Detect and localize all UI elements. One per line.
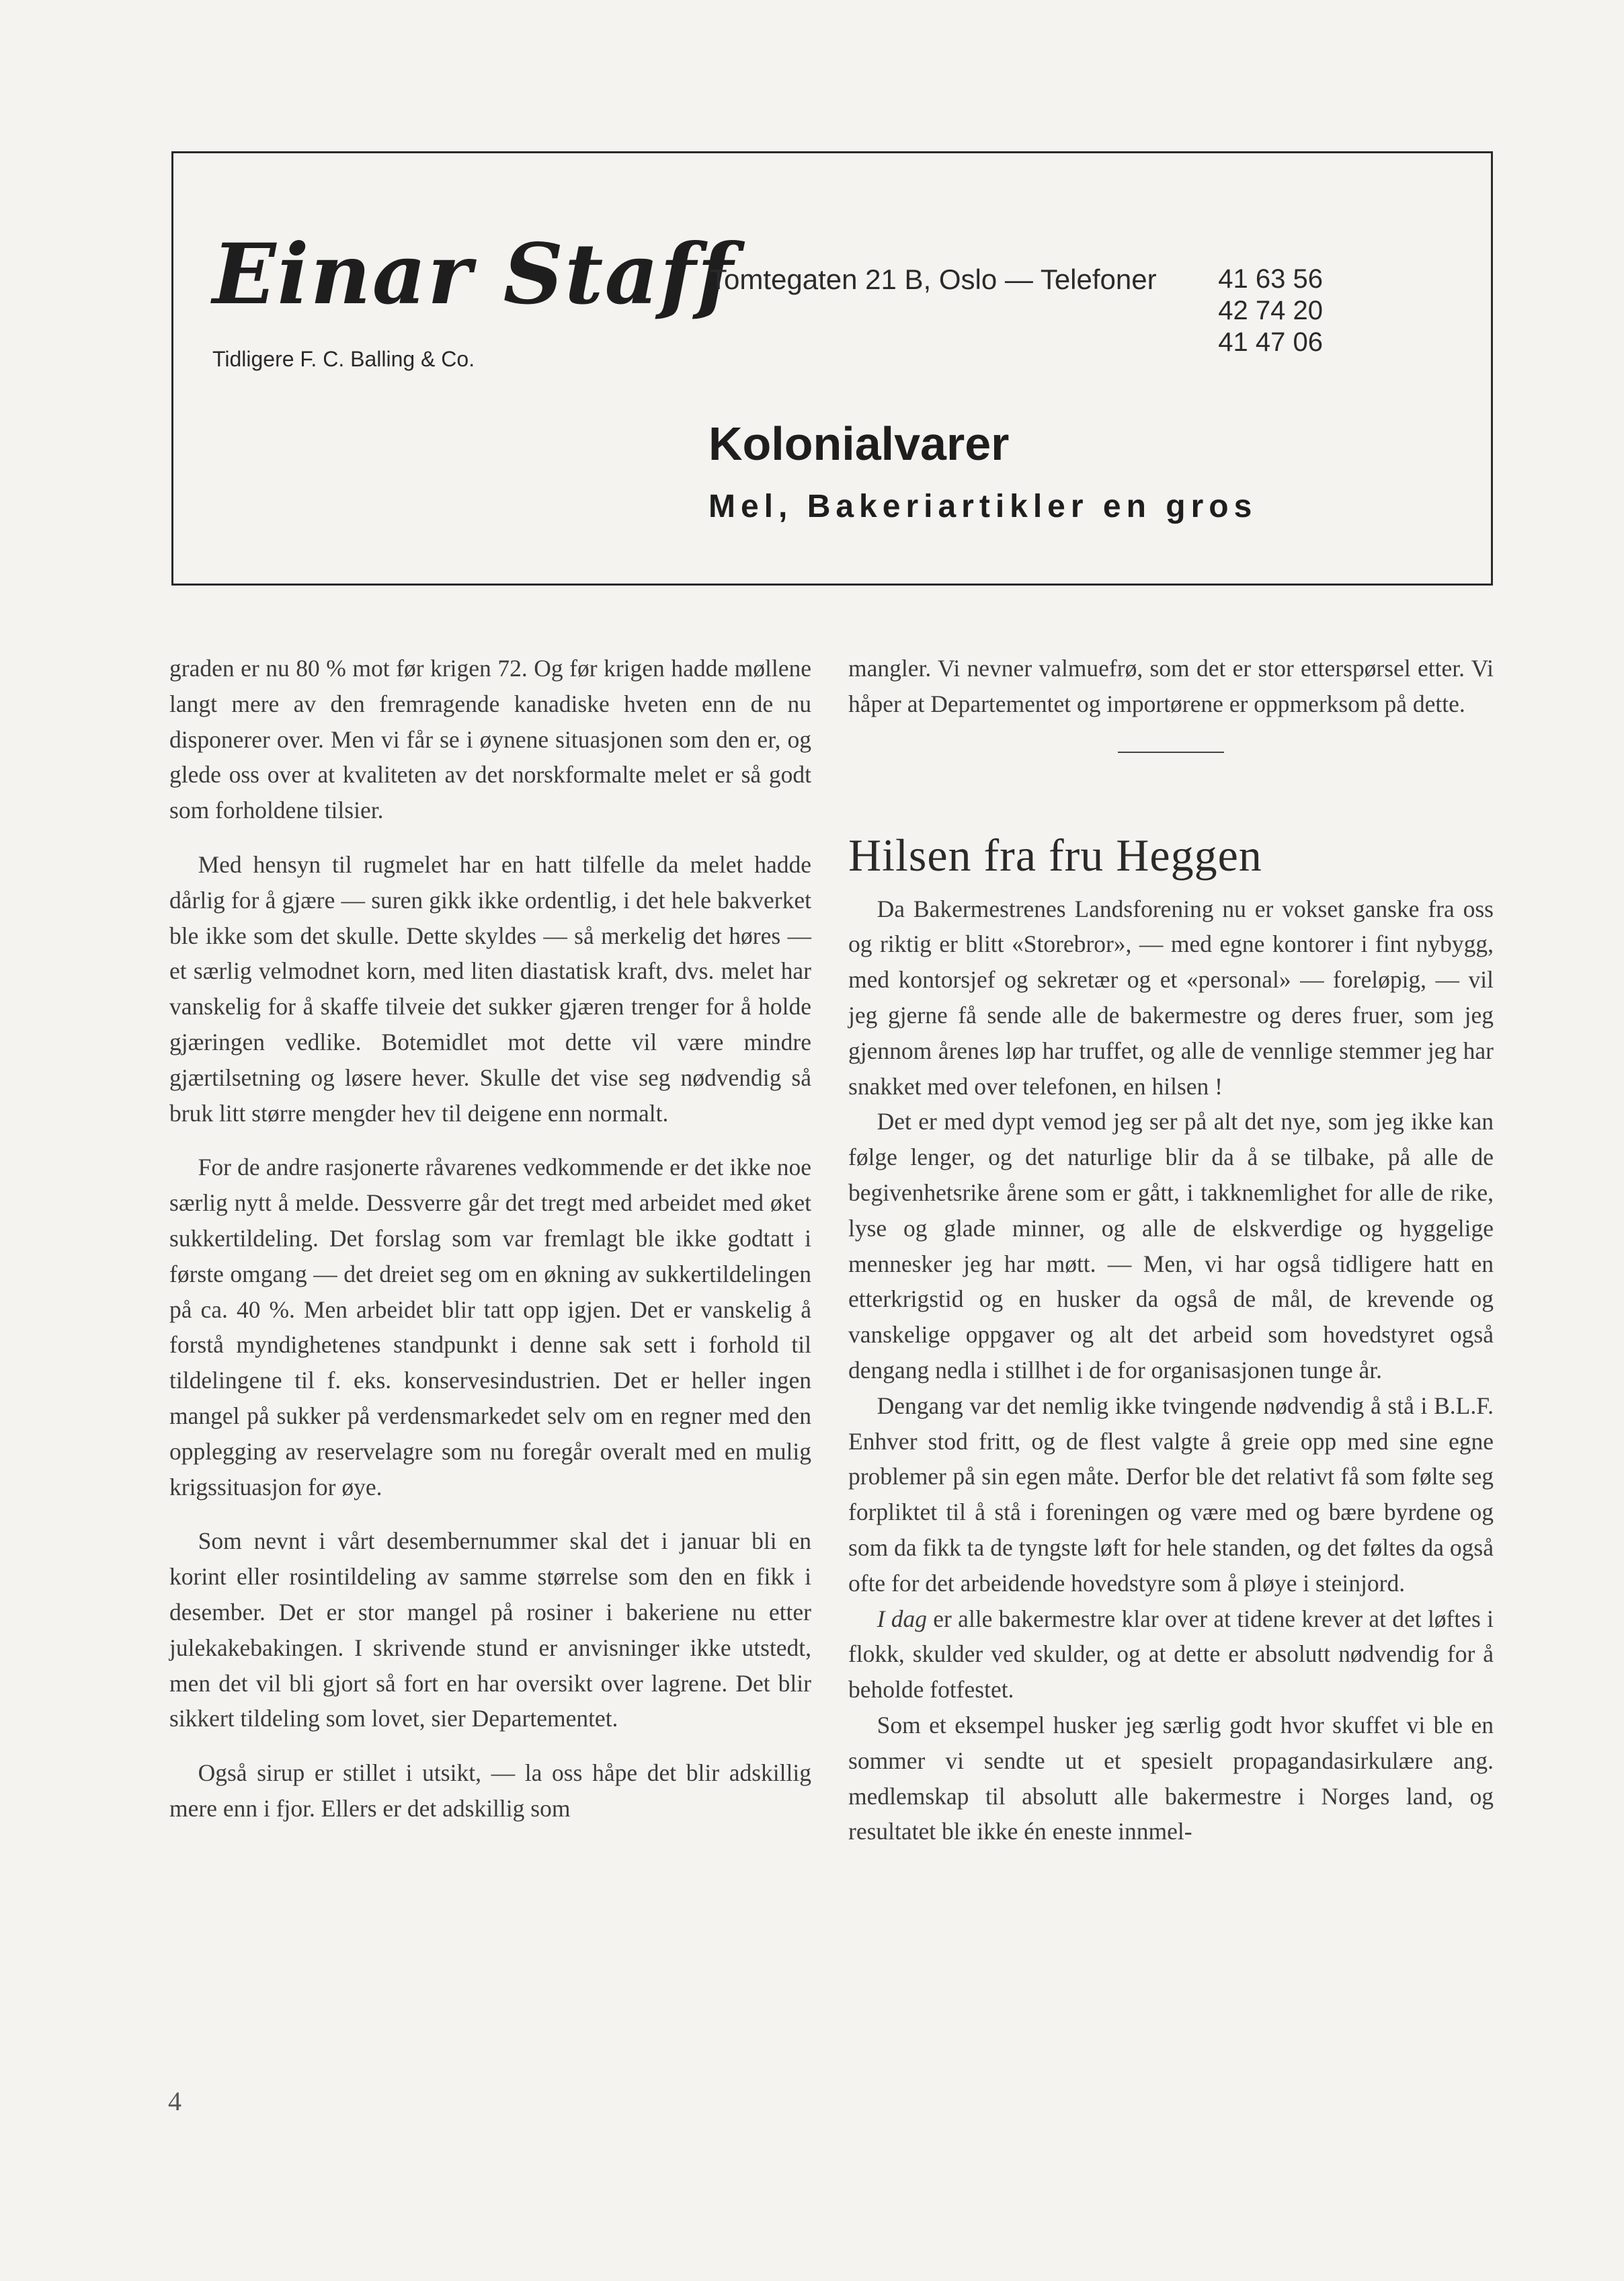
continuation-paragraph: mangler. Vi nevner valmuefrø, som det er stor etterspørsel etter. Vi håper at Departementet og importørene er oppmerksom på dette.	[848, 655, 1494, 717]
ad-subcategory: Mel, Bakeriartikler en gros	[708, 489, 1258, 524]
paragraph: graden er nu 80 % mot før krigen 72. Og før krigen hadde møllene langt mere av den fremragende kanadiske hveten enn de nu disponerer over. Men vi får se i øynene situasjonen som den er, og glede oss over at kvaliteten av det norskformalte melet er så godt som forholdene tilsier.	[169, 655, 811, 824]
page-number: 4	[168, 2086, 181, 2116]
paragraph: Også sirup er stillet i utsikt, — la oss håpe det blir adskillig mere enn i fjor. Ellers er det adskillig som	[169, 1759, 811, 1822]
paragraph: Som nevnt i vårt desembernummer skal det i januar bli en korint eller rosintildeling av samme størrelse som den en fikk i desember. Det er stor mangel på rosiner i bakeriene nu etter julekakebakingen. I skrivende stund er anvisninger ikke utstedt, men det vil bli gjort så fort en har oversikt over lagrene. Det blir sikkert tildeling som lovet, sier Departementet.	[169, 1527, 811, 1732]
paragraph: For de andre rasjonerte råvarenes vedkommende er det ikke noe særlig nytt å melde. Dessverre går det tregt med arbeidet med øket sukkertildeling. Det forslag som var fremlagt ble ikke godtatt i første omgang — det dreiet seg om en økning av sukkertildelingen på ca. 40 %. Men arbeidet blir tatt opp igjen. Det er vanskelig å forstå myndighetenes standpunkt i denne sak sett i forhold til tildelingene til f. eks. konservesindustrien. Det er heller ingen mangel på sukker på verdensmarkedet selv om en regner med den opplegging av reservelagre som nu foregår overalt med en mulig krigssituasjon for øye.	[169, 1154, 811, 1500]
advertisement-box	[171, 151, 1493, 586]
phone-number: 41 63 56	[1218, 264, 1323, 294]
paragraph-text: er alle bakermestre klar over at tidene krever at det løftes i flokk, skulder ved skulder, og at dette er absolutt nødvendig for å beholde fotfestet.	[848, 1605, 1494, 1704]
ad-category: Kolonialvarer	[708, 417, 1010, 470]
paragraph: Dengang var det nemlig ikke tvingende nødvendig å stå i B.L.F. Enhver stod fritt, og de flest valgte å greie opp med sine egne problemer på sin egen måte. Derfor ble det relativt få som følte seg forpliktet til å stå i foreningen og være med og bære byrdene og som da fikk ta de tyngste løft for hele standen, og det føltes da også ofte for det arbeidende hovedstyre som å pløye i steinjord.	[848, 1392, 1494, 1597]
paragraph: Som et eksempel husker jeg særlig godt hvor skuffet vi ble en sommer vi sendte ut et spesielt propagandasirkulære ang. medlemskap til absolutt alle bakermestre i Norges land, og resultatet ble ikke én eneste innmel-	[848, 1711, 1494, 1845]
former-company-name: Tidligere F. C. Balling & Co.	[212, 347, 475, 371]
article-body	[848, 891, 1494, 1850]
section-divider	[1118, 752, 1224, 753]
paragraph	[848, 1601, 1494, 1708]
company-address: Tomtegaten 21 B, Oslo — Telefoner	[710, 264, 1157, 295]
paragraph: Det er med dypt vemod jeg ser på alt det nye, som jeg ikke kan følge lenger, og det naturlige blir da å se tilbake, på alle de begivenhetsrike årene som er gått, i takknemlighet for alle de rike, lyse og glade minner, og alle de elskverdige og hyggelige mennesker jeg har møtt. — Men, vi har også tidligere hatt en etterkrigstid og en husker da også de mål, de krevende og vanskelige oppgaver og alt det arbeid som hovedstyret også dengang nedla i stillhet i de for organisasjonen tunge år.	[848, 1108, 1494, 1384]
company-logo: Einar Staff	[212, 226, 735, 323]
phone-numbers	[1218, 264, 1323, 358]
left-column	[169, 651, 811, 1827]
phone-number: 42 74 20	[1218, 296, 1323, 325]
right-column	[848, 651, 1494, 1849]
article-heading: Hilsen fra fru Heggen	[848, 829, 1262, 881]
paragraph: Da Bakermestrenes Landsforening nu er vokset ganske fra oss og riktig er blitt «Storebror», — med egne kontorer i fint nybygg, med kontorsjef og sekretær og et «personal» — foreløpig, — vil jeg gjerne få sende alle de bakermestre og deres fruer, som jeg gjennom årenes løp har truffet, og alle de vennlige stemmer jeg har snakket med over telefonen, en hilsen !	[848, 895, 1494, 1100]
paragraph: Med hensyn til rugmelet har en hatt tilfelle da melet hadde dårlig for å gjære — suren gikk ikke ordentlig, i det hele bakverket ble ikke som det skulle. Dette skyldes — så merkelig det høres — et særlig velmodnet korn, med liten diastatisk kraft, dvs. melet har vanskelig for å skaffe tilveie det sukker gjæren trenger for å holde gjæringen vedlike. Botemidlet mot dette vil være mindre gjærtilsetning og løsere hever. Skulle det vise seg nødvendig så bruk litt større mengder hev til deigene enn normalt.	[169, 850, 811, 1127]
italic-lead: I dag	[877, 1605, 927, 1632]
phone-number: 41 47 06	[1218, 327, 1323, 357]
